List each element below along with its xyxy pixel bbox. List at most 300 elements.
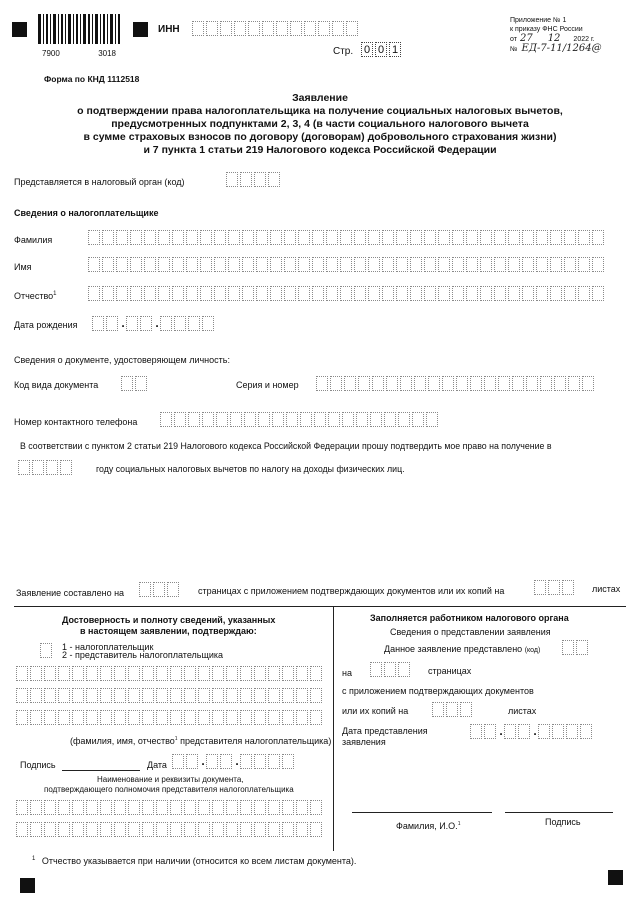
input-cell[interactable] bbox=[170, 710, 182, 725]
input-cell[interactable] bbox=[240, 822, 252, 837]
input-cell[interactable] bbox=[116, 230, 128, 245]
input-cell[interactable] bbox=[30, 800, 42, 815]
doc-heading-2: подтверждающего полномочия представителя налогоплательщика bbox=[44, 785, 294, 794]
input-cell[interactable] bbox=[470, 376, 482, 391]
input-cell[interactable] bbox=[370, 412, 382, 427]
input-cell[interactable] bbox=[240, 800, 252, 815]
input-cell[interactable] bbox=[356, 412, 368, 427]
appendix-number-prefix: № bbox=[510, 46, 518, 53]
input-cell[interactable] bbox=[310, 710, 322, 725]
input-cell[interactable] bbox=[156, 666, 168, 681]
input-cell[interactable] bbox=[296, 710, 308, 725]
input-cell[interactable] bbox=[282, 822, 294, 837]
input-cell[interactable] bbox=[212, 710, 224, 725]
input-cell[interactable] bbox=[202, 412, 214, 427]
input-cell[interactable] bbox=[254, 710, 266, 725]
input-cell[interactable] bbox=[100, 666, 112, 681]
input-cell[interactable] bbox=[214, 257, 226, 272]
input-cell[interactable] bbox=[340, 286, 352, 301]
input-cell[interactable] bbox=[160, 412, 172, 427]
input-cell[interactable] bbox=[186, 230, 198, 245]
input-cell[interactable] bbox=[144, 257, 156, 272]
input-cell[interactable] bbox=[228, 286, 240, 301]
input-cell[interactable] bbox=[354, 286, 366, 301]
input-cell[interactable] bbox=[494, 286, 506, 301]
input-cell[interactable] bbox=[16, 688, 28, 703]
input-cell[interactable] bbox=[170, 666, 182, 681]
input-cell[interactable] bbox=[142, 710, 154, 725]
input-cell[interactable] bbox=[240, 666, 252, 681]
input-cell[interactable] bbox=[414, 376, 426, 391]
input-cell[interactable] bbox=[342, 412, 354, 427]
series-number-cells[interactable] bbox=[316, 376, 596, 391]
input-cell[interactable] bbox=[102, 257, 114, 272]
input-cell[interactable] bbox=[186, 257, 198, 272]
inn-cells[interactable] bbox=[192, 21, 360, 36]
input-cell[interactable] bbox=[466, 286, 478, 301]
input-cell[interactable] bbox=[128, 710, 140, 725]
input-cell[interactable] bbox=[228, 257, 240, 272]
input-cell[interactable] bbox=[522, 286, 534, 301]
input-cell[interactable] bbox=[86, 688, 98, 703]
input-cell[interactable] bbox=[296, 688, 308, 703]
input-cell[interactable] bbox=[226, 710, 238, 725]
input-cell[interactable] bbox=[172, 230, 184, 245]
input-cell[interactable] bbox=[144, 230, 156, 245]
input-cell[interactable] bbox=[564, 230, 576, 245]
composed-sheets-cells[interactable] bbox=[534, 580, 576, 595]
input-cell[interactable] bbox=[442, 376, 454, 391]
input-cell[interactable] bbox=[130, 230, 142, 245]
input-cell[interactable] bbox=[410, 286, 422, 301]
employee-fio-caption: Фамилия, И.О.$^1$ bbox=[396, 821, 461, 831]
input-cell[interactable] bbox=[170, 688, 182, 703]
tax-office-code-cells[interactable] bbox=[226, 172, 282, 187]
input-cell[interactable] bbox=[44, 800, 56, 815]
input-cell[interactable] bbox=[326, 286, 338, 301]
input-cell[interactable] bbox=[198, 800, 210, 815]
input-cell[interactable] bbox=[384, 412, 396, 427]
input-cell[interactable] bbox=[326, 230, 338, 245]
input-cell[interactable] bbox=[312, 257, 324, 272]
input-cell[interactable] bbox=[216, 412, 228, 427]
input-cell[interactable] bbox=[578, 257, 590, 272]
input-cell[interactable] bbox=[438, 230, 450, 245]
right-box-heading: Заполняется работником налогового органа bbox=[370, 613, 569, 623]
sign-date-cells[interactable]: . . bbox=[172, 754, 296, 769]
input-cell[interactable] bbox=[100, 800, 112, 815]
input-cell[interactable] bbox=[100, 688, 112, 703]
input-cell[interactable] bbox=[498, 376, 510, 391]
input-cell[interactable] bbox=[142, 666, 154, 681]
input-cell[interactable] bbox=[284, 230, 296, 245]
input-cell[interactable] bbox=[382, 257, 394, 272]
input-cell[interactable] bbox=[242, 286, 254, 301]
input-cell[interactable] bbox=[298, 286, 310, 301]
input-cell[interactable] bbox=[100, 822, 112, 837]
input-cell[interactable] bbox=[582, 376, 594, 391]
input-cell[interactable] bbox=[30, 666, 42, 681]
input-cell[interactable] bbox=[170, 822, 182, 837]
input-cell[interactable] bbox=[172, 286, 184, 301]
pages-cells[interactable] bbox=[370, 662, 412, 677]
input-cell[interactable] bbox=[452, 257, 464, 272]
input-cell[interactable] bbox=[128, 666, 140, 681]
input-cell[interactable] bbox=[330, 376, 342, 391]
input-cell[interactable] bbox=[156, 800, 168, 815]
input-cell[interactable] bbox=[396, 286, 408, 301]
input-cell[interactable] bbox=[16, 666, 28, 681]
input-cell[interactable] bbox=[86, 800, 98, 815]
input-cell[interactable] bbox=[242, 257, 254, 272]
input-cell[interactable] bbox=[158, 286, 170, 301]
input-cell[interactable] bbox=[256, 230, 268, 245]
input-cell[interactable] bbox=[200, 257, 212, 272]
input-cell[interactable] bbox=[310, 800, 322, 815]
input-cell[interactable] bbox=[426, 412, 438, 427]
input-cell[interactable] bbox=[592, 286, 604, 301]
input-cell[interactable] bbox=[88, 230, 100, 245]
input-cell[interactable] bbox=[128, 688, 140, 703]
input-cell[interactable] bbox=[72, 800, 84, 815]
input-cell[interactable] bbox=[30, 822, 42, 837]
input-cell[interactable] bbox=[550, 230, 562, 245]
input-cell[interactable] bbox=[310, 666, 322, 681]
input-cell[interactable] bbox=[256, 286, 268, 301]
rep-fio-row-3[interactable] bbox=[16, 710, 324, 725]
signer-type-cell[interactable] bbox=[40, 643, 54, 658]
input-cell[interactable] bbox=[354, 230, 366, 245]
input-cell[interactable] bbox=[226, 822, 238, 837]
input-cell[interactable] bbox=[156, 822, 168, 837]
input-cell[interactable] bbox=[174, 412, 186, 427]
input-cell[interactable] bbox=[184, 800, 196, 815]
input-cell[interactable] bbox=[312, 286, 324, 301]
input-cell[interactable] bbox=[198, 688, 210, 703]
input-cell[interactable] bbox=[396, 257, 408, 272]
submitted-code-cells[interactable] bbox=[562, 640, 590, 655]
authority-doc-row-2[interactable] bbox=[16, 822, 324, 837]
input-cell[interactable] bbox=[16, 710, 28, 725]
input-cell[interactable] bbox=[314, 412, 326, 427]
input-cell[interactable] bbox=[142, 800, 154, 815]
input-cell[interactable] bbox=[396, 230, 408, 245]
input-cell[interactable] bbox=[564, 257, 576, 272]
input-cell[interactable] bbox=[412, 412, 424, 427]
input-cell[interactable] bbox=[116, 286, 128, 301]
submission-date-cells[interactable]: . . bbox=[470, 724, 594, 739]
input-cell[interactable] bbox=[270, 230, 282, 245]
input-cell[interactable] bbox=[456, 376, 468, 391]
input-cell[interactable] bbox=[358, 376, 370, 391]
input-cell[interactable] bbox=[494, 257, 506, 272]
page-digit-3: 1 bbox=[389, 42, 401, 57]
input-cell[interactable] bbox=[198, 710, 210, 725]
input-cell[interactable] bbox=[536, 286, 548, 301]
input-cell[interactable] bbox=[16, 822, 28, 837]
input-cell[interactable] bbox=[296, 666, 308, 681]
input-cell[interactable] bbox=[116, 257, 128, 272]
input-cell[interactable] bbox=[550, 257, 562, 272]
input-cell[interactable] bbox=[254, 800, 266, 815]
input-cell[interactable] bbox=[114, 800, 126, 815]
input-cell[interactable] bbox=[494, 230, 506, 245]
patronymic-cells[interactable] bbox=[88, 286, 606, 301]
input-cell[interactable] bbox=[188, 412, 200, 427]
input-cell[interactable] bbox=[102, 286, 114, 301]
input-cell[interactable] bbox=[44, 822, 56, 837]
input-cell[interactable] bbox=[508, 230, 520, 245]
input-cell[interactable] bbox=[58, 822, 70, 837]
input-cell[interactable] bbox=[130, 286, 142, 301]
input-cell[interactable] bbox=[184, 666, 196, 681]
input-cell[interactable] bbox=[244, 412, 256, 427]
input-cell[interactable] bbox=[114, 822, 126, 837]
input-cell[interactable] bbox=[214, 230, 226, 245]
composed-pages-cells[interactable] bbox=[139, 582, 181, 597]
input-cell[interactable] bbox=[508, 286, 520, 301]
input-cell[interactable] bbox=[298, 257, 310, 272]
input-cell[interactable] bbox=[114, 688, 126, 703]
input-cell[interactable] bbox=[212, 822, 224, 837]
input-cell[interactable] bbox=[344, 376, 356, 391]
input-cell[interactable] bbox=[230, 412, 242, 427]
input-cell[interactable] bbox=[128, 822, 140, 837]
employee-fio-line[interactable] bbox=[352, 812, 492, 813]
input-cell[interactable] bbox=[326, 257, 338, 272]
input-cell[interactable] bbox=[184, 710, 196, 725]
input-cell[interactable] bbox=[284, 286, 296, 301]
input-cell[interactable] bbox=[282, 800, 294, 815]
input-cell[interactable] bbox=[282, 710, 294, 725]
input-cell[interactable] bbox=[484, 376, 496, 391]
input-cell[interactable] bbox=[88, 286, 100, 301]
input-cell[interactable] bbox=[536, 257, 548, 272]
input-cell[interactable] bbox=[142, 822, 154, 837]
barcode bbox=[38, 14, 120, 58]
input-cell[interactable] bbox=[156, 710, 168, 725]
input-cell[interactable] bbox=[522, 257, 534, 272]
input-cell[interactable] bbox=[142, 688, 154, 703]
authority-doc-row-1[interactable] bbox=[16, 800, 324, 815]
input-cell[interactable] bbox=[424, 230, 436, 245]
input-cell[interactable] bbox=[30, 710, 42, 725]
signature-line[interactable] bbox=[62, 770, 140, 771]
input-cell[interactable] bbox=[452, 230, 464, 245]
input-cell[interactable] bbox=[144, 286, 156, 301]
appendix-line1: Приложение № 1 bbox=[510, 17, 567, 24]
input-cell[interactable] bbox=[508, 257, 520, 272]
input-cell[interactable] bbox=[114, 710, 126, 725]
input-cell[interactable] bbox=[226, 666, 238, 681]
input-cell[interactable] bbox=[128, 800, 140, 815]
input-cell[interactable] bbox=[72, 822, 84, 837]
input-cell[interactable] bbox=[310, 822, 322, 837]
input-cell[interactable] bbox=[400, 376, 412, 391]
input-cell[interactable] bbox=[44, 688, 56, 703]
rep-fio-row-1[interactable] bbox=[16, 666, 324, 681]
surname-cells[interactable] bbox=[88, 230, 606, 245]
input-cell[interactable] bbox=[170, 800, 182, 815]
input-cell[interactable] bbox=[214, 286, 226, 301]
birthdate-cells[interactable]: . . bbox=[92, 316, 216, 331]
input-cell[interactable] bbox=[522, 230, 534, 245]
input-cell[interactable] bbox=[184, 822, 196, 837]
input-cell[interactable] bbox=[268, 710, 280, 725]
input-cell[interactable] bbox=[88, 257, 100, 272]
page-number-cells[interactable] bbox=[361, 42, 403, 57]
input-cell[interactable] bbox=[270, 257, 282, 272]
input-cell[interactable] bbox=[592, 230, 604, 245]
patronymic-label: Отчество$^1$ bbox=[14, 291, 57, 301]
input-cell[interactable] bbox=[256, 257, 268, 272]
input-cell[interactable] bbox=[526, 376, 538, 391]
input-cell[interactable] bbox=[368, 257, 380, 272]
phone-cells[interactable] bbox=[160, 412, 440, 427]
input-cell[interactable] bbox=[198, 822, 210, 837]
input-cell[interactable] bbox=[58, 710, 70, 725]
input-cell[interactable] bbox=[480, 230, 492, 245]
input-cell[interactable] bbox=[86, 822, 98, 837]
input-cell[interactable] bbox=[156, 688, 168, 703]
appendix-date-month: 12 bbox=[547, 33, 561, 44]
input-cell[interactable] bbox=[284, 257, 296, 272]
input-cell[interactable] bbox=[282, 688, 294, 703]
input-cell[interactable] bbox=[200, 286, 212, 301]
input-cell[interactable] bbox=[212, 688, 224, 703]
input-cell[interactable] bbox=[554, 376, 566, 391]
input-cell[interactable] bbox=[282, 666, 294, 681]
input-cell[interactable] bbox=[184, 688, 196, 703]
input-cell[interactable] bbox=[186, 286, 198, 301]
input-cell[interactable] bbox=[316, 376, 328, 391]
input-cell[interactable] bbox=[480, 257, 492, 272]
input-cell[interactable] bbox=[550, 286, 562, 301]
input-cell[interactable] bbox=[438, 257, 450, 272]
input-cell[interactable] bbox=[410, 230, 422, 245]
input-cell[interactable] bbox=[200, 230, 212, 245]
input-cell[interactable] bbox=[286, 412, 298, 427]
input-cell[interactable] bbox=[240, 688, 252, 703]
input-cell[interactable] bbox=[268, 800, 280, 815]
input-cell[interactable] bbox=[592, 257, 604, 272]
input-cell[interactable] bbox=[578, 286, 590, 301]
input-cell[interactable] bbox=[410, 257, 422, 272]
input-cell[interactable] bbox=[228, 230, 240, 245]
input-cell[interactable] bbox=[466, 230, 478, 245]
input-cell[interactable] bbox=[130, 257, 142, 272]
input-cell[interactable] bbox=[568, 376, 580, 391]
input-cell[interactable] bbox=[254, 822, 266, 837]
input-cell[interactable] bbox=[272, 412, 284, 427]
input-cell[interactable] bbox=[16, 800, 28, 815]
input-cell[interactable] bbox=[340, 230, 352, 245]
input-cell[interactable] bbox=[466, 257, 478, 272]
input-cell[interactable] bbox=[158, 257, 170, 272]
rep-fio-row-2[interactable] bbox=[16, 688, 324, 703]
input-cell[interactable] bbox=[158, 230, 170, 245]
copies-sheets-cells[interactable] bbox=[432, 702, 474, 717]
input-cell[interactable] bbox=[424, 286, 436, 301]
input-cell[interactable] bbox=[424, 257, 436, 272]
input-cell[interactable] bbox=[428, 376, 440, 391]
input-cell[interactable] bbox=[382, 230, 394, 245]
input-cell[interactable] bbox=[268, 688, 280, 703]
right-box-subheading: Сведения о представлении заявления bbox=[390, 627, 551, 637]
input-cell[interactable] bbox=[296, 800, 308, 815]
input-cell[interactable] bbox=[86, 666, 98, 681]
input-cell[interactable] bbox=[242, 230, 254, 245]
appendix-date-day: 27 bbox=[519, 33, 533, 44]
input-cell[interactable] bbox=[270, 286, 282, 301]
input-cell[interactable] bbox=[100, 710, 112, 725]
employee-signature-line[interactable] bbox=[505, 812, 613, 813]
input-cell[interactable] bbox=[398, 412, 410, 427]
input-cell[interactable] bbox=[44, 666, 56, 681]
input-cell[interactable] bbox=[382, 286, 394, 301]
input-cell[interactable] bbox=[114, 666, 126, 681]
input-cell[interactable] bbox=[102, 230, 114, 245]
input-cell[interactable] bbox=[312, 230, 324, 245]
input-cell[interactable] bbox=[254, 688, 266, 703]
input-cell[interactable] bbox=[354, 257, 366, 272]
input-cell[interactable] bbox=[372, 376, 384, 391]
input-cell[interactable] bbox=[340, 257, 352, 272]
input-cell[interactable] bbox=[226, 800, 238, 815]
input-cell[interactable] bbox=[540, 376, 552, 391]
input-cell[interactable] bbox=[480, 286, 492, 301]
input-cell[interactable] bbox=[30, 688, 42, 703]
doc-type-cells[interactable] bbox=[121, 376, 149, 391]
input-cell[interactable] bbox=[72, 666, 84, 681]
input-cell[interactable] bbox=[438, 286, 450, 301]
input-cell[interactable] bbox=[296, 822, 308, 837]
input-cell[interactable] bbox=[44, 710, 56, 725]
input-cell[interactable] bbox=[212, 666, 224, 681]
input-cell[interactable] bbox=[58, 800, 70, 815]
input-cell[interactable] bbox=[258, 412, 270, 427]
input-cell[interactable] bbox=[58, 688, 70, 703]
input-cell[interactable] bbox=[512, 376, 524, 391]
input-cell[interactable] bbox=[368, 230, 380, 245]
input-cell[interactable] bbox=[58, 666, 70, 681]
input-cell[interactable] bbox=[268, 666, 280, 681]
input-cell[interactable] bbox=[300, 412, 312, 427]
input-cell[interactable] bbox=[578, 230, 590, 245]
input-cell[interactable] bbox=[310, 688, 322, 703]
page-label: Стр. bbox=[333, 46, 354, 57]
input-cell[interactable] bbox=[268, 822, 280, 837]
input-cell[interactable] bbox=[172, 257, 184, 272]
input-cell[interactable] bbox=[240, 710, 252, 725]
name-cells[interactable] bbox=[88, 257, 606, 272]
input-cell[interactable] bbox=[212, 800, 224, 815]
input-cell[interactable] bbox=[386, 376, 398, 391]
input-cell[interactable] bbox=[86, 710, 98, 725]
input-cell[interactable] bbox=[328, 412, 340, 427]
input-cell[interactable] bbox=[564, 286, 576, 301]
input-cell[interactable] bbox=[226, 688, 238, 703]
input-cell[interactable] bbox=[368, 286, 380, 301]
input-cell[interactable] bbox=[198, 666, 210, 681]
input-cell[interactable] bbox=[254, 666, 266, 681]
input-cell[interactable] bbox=[72, 688, 84, 703]
input-cell[interactable] bbox=[72, 710, 84, 725]
input-cell[interactable] bbox=[452, 286, 464, 301]
year-cells[interactable] bbox=[18, 460, 74, 475]
input-cell[interactable] bbox=[536, 230, 548, 245]
input-cell[interactable] bbox=[298, 230, 310, 245]
